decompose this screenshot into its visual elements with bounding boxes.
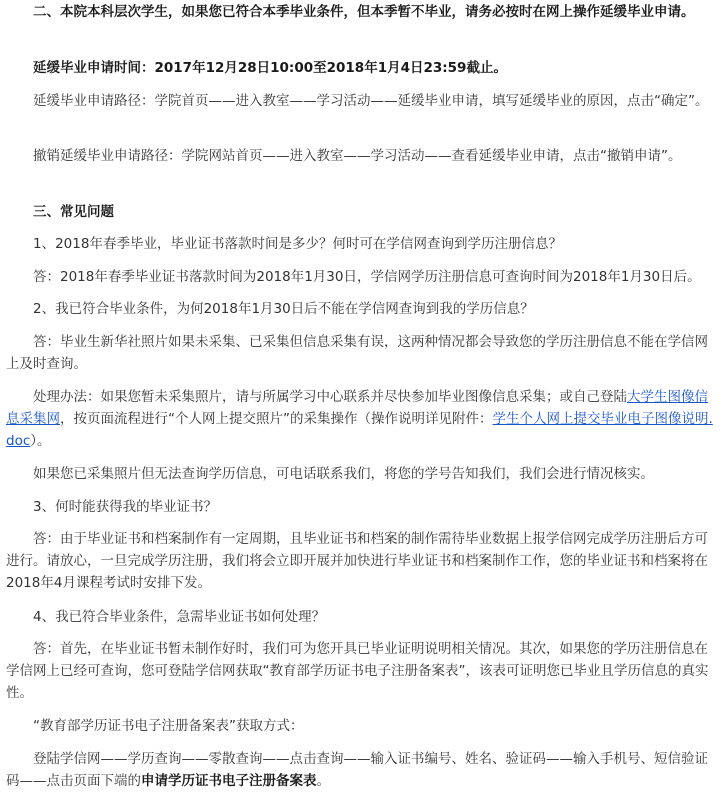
form-steps-bold: 申请学历证书电子注册备案表	[141, 773, 317, 789]
form-steps-text: 登陆学信网——学历查询——零散查询——点击查询——输入证书编号、姓名、验证码——输入手机号、短信验证码——点击页面下端的	[6, 751, 708, 789]
question-1: 1、2018年春季毕业，毕业证书落款时间是多少？何时可在学信网查询到学历注册信息？	[33, 236, 562, 252]
form-steps	[0, 748, 725, 792]
answer-3: 答：由于毕业证书和档案制作有一定周期，且毕业证书和档案的制作需待毕业数据上报学信网完成学历注册后方可进行。请放心，一旦完成学历注册，我们将会立即开展并加快进行毕业证书和档案制作工作，您的毕业证书和档案将在2018年4月课程考试时安排下发。	[6, 531, 708, 591]
question-3: 3、何时能获得我的毕业证书？	[33, 499, 218, 515]
handling-method	[0, 386, 725, 452]
form-title: “教育部学历证书电子注册备案表”获取方式：	[33, 718, 304, 734]
handling-text-before: 处理办法：如果您暂未采集照片，请与所属学习中心联系并尽快参加毕业图像信息采集；或自己登陆	[33, 389, 627, 405]
question-4: 4、我已符合毕业条件，急需毕业证书如何处理？	[33, 609, 326, 625]
defer-cancel-path: 撤销延缓毕业申请路径：学院网站首页——进入教室——学习活动——查看延缓毕业申请，点击“撤销申请”。	[33, 148, 682, 164]
answer-2: 答：毕业生新华社照片如果未采集、已采集但信息采集有误，这两种情况都会导致您的学历注册信息不能在学信网上及时查询。	[6, 334, 708, 372]
section3-title: 三、常见问题	[33, 204, 114, 220]
answer-1: 答：2018年春季毕业证书落款时间为2018年1月30日，学信网学历注册信息可查询时间为2018年1月30日后。	[33, 269, 701, 285]
handling-text-after: ）。	[30, 433, 51, 449]
photo-collection-site-link[interactable]: 大学生图像信息采集网	[6, 389, 708, 427]
question-2: 2、我已符合毕业条件，为何2018年1月30日后不能在学信网查询到我的学历信息？	[33, 301, 534, 317]
handling-text-middle: ，按页面流程进行“个人网上提交照片”的采集操作（操作说明详见附件：	[60, 411, 493, 427]
section2-title: 二、本院本科层次学生，如果您已符合本季毕业条件，但本季暂不毕业，请务必按时在网上操作延缓毕业申请。	[33, 4, 695, 20]
contact-note: 如果您已采集照片但无法查询学历信息，可电话联系我们，将您的学号告知我们，我们会进行情况核实。	[33, 466, 654, 482]
defer-apply-time: 延缓毕业申请时间：2017年12月28日10:00至2018年1月4日23:59截止。	[33, 60, 507, 76]
answer-4: 答：首先，在毕业证书暂未制作好时，我们可为您开具已毕业证明说明相关情况。其次，如果您的学历注册信息在学信网上已经可查询，您可登陆学信网获取“教育部学历证书电子注册备案表”，该表可证明您已毕业且学历信息的真实性。	[6, 641, 709, 701]
form-steps-end: 。	[316, 773, 330, 789]
photo-instructions-doc-link[interactable]: 学生个人网上提交毕业电子图像说明.doc	[6, 411, 713, 449]
defer-apply-path: 延缓毕业申请路径：学院首页——进入教室——学习活动——延缓毕业申请，填写延缓毕业的原因，点击“确定”。	[33, 93, 709, 109]
